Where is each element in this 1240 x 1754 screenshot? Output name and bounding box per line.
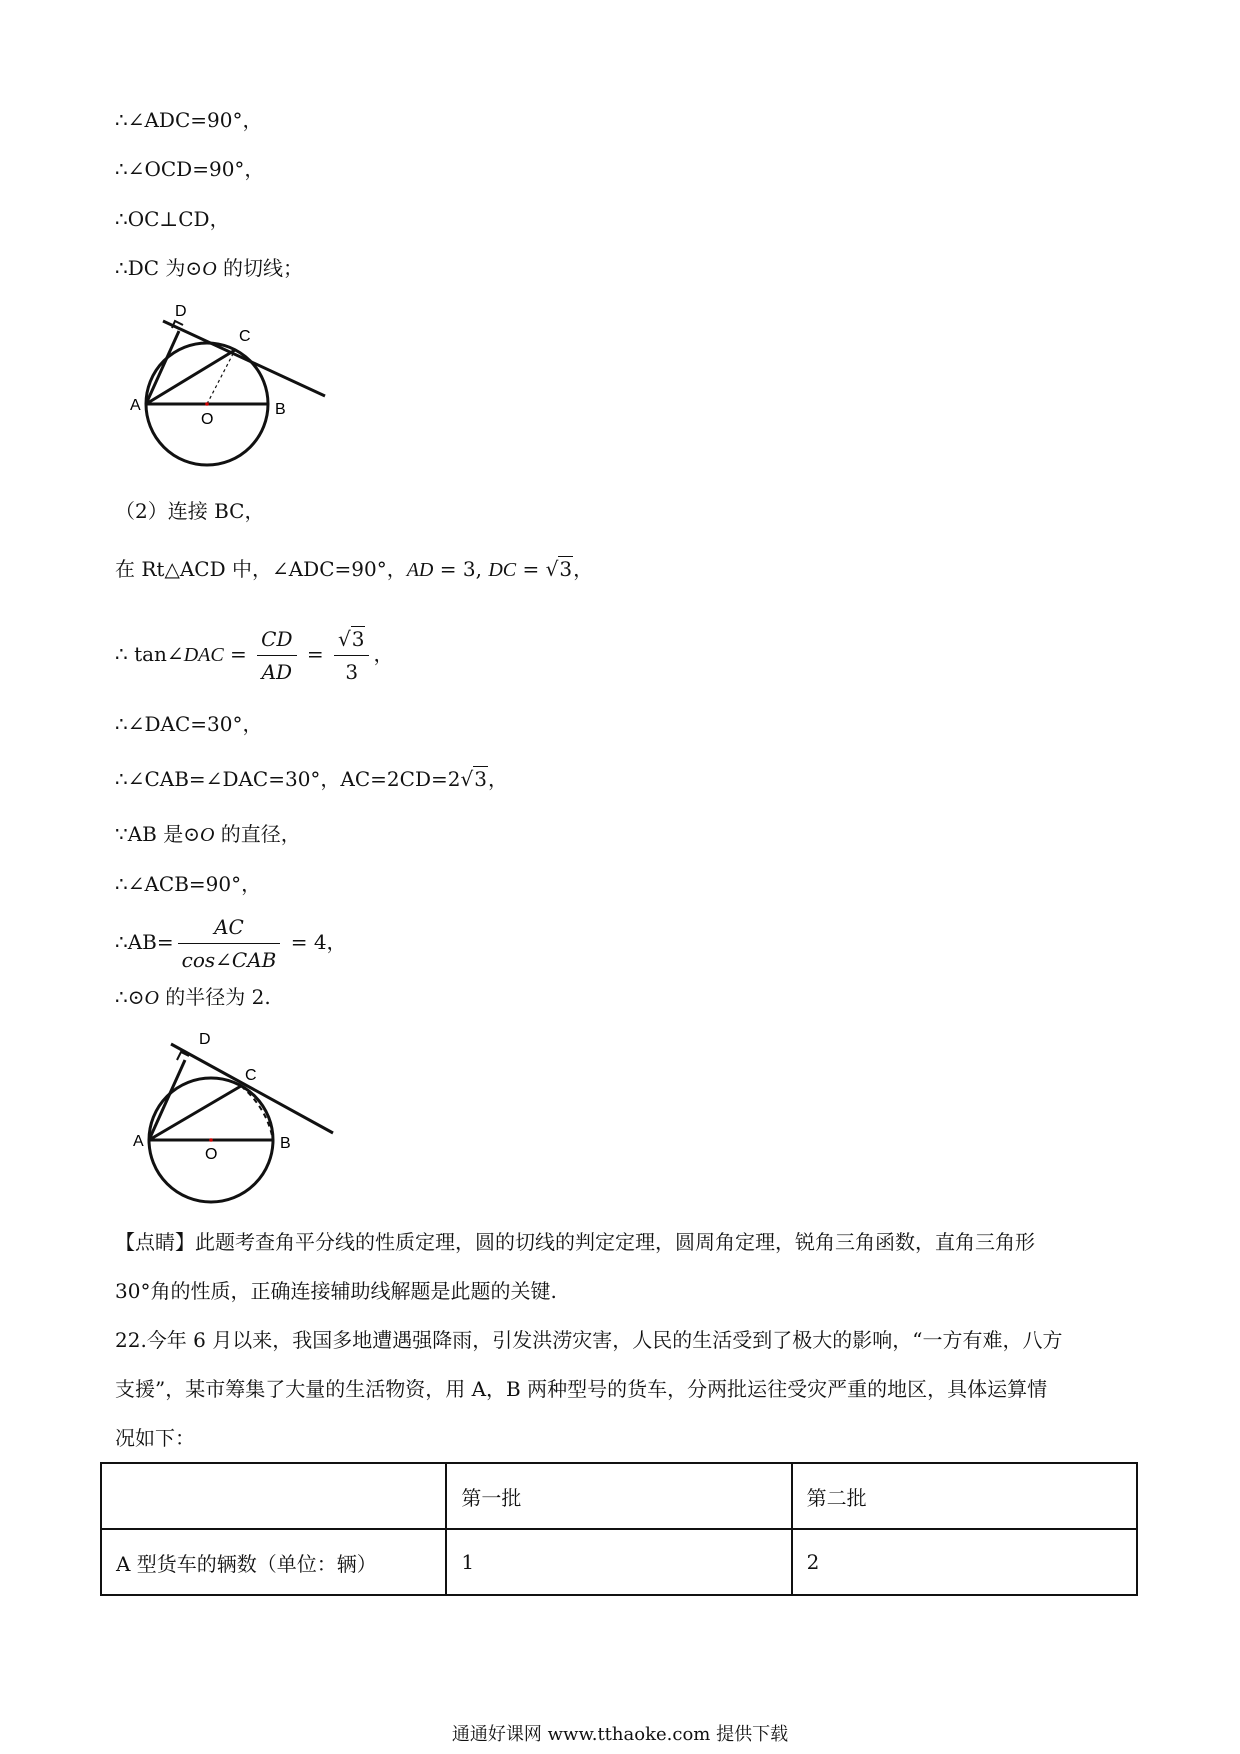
text: = [300,642,330,666]
part2-line-2 [115,555,593,584]
label-o: O [205,1146,218,1163]
numerator: CD [257,623,296,656]
sqrt-3: √3 [460,767,487,791]
label-c: C [245,1067,257,1084]
table-cell: 2 [792,1529,1137,1595]
center-point [205,402,209,406]
circle-symbol: ⊙ [127,985,145,1009]
numerator: √3 [334,623,369,656]
label-a: A [130,397,141,414]
segment-ac [149,1086,241,1140]
text: ， [373,642,394,666]
label-o: O [201,411,214,428]
proof-line-2: ∴∠OCD=90°， [115,157,265,181]
text: 在 Rt△ACD 中，∠ADC=90°， [115,557,407,581]
label-c: C [239,328,251,345]
denominator: 3 [345,660,359,684]
geometry-figure-1 [125,300,335,475]
fraction-ac-cos [178,911,281,976]
part2-line-3 [115,620,393,689]
text: ， [487,767,508,791]
text: 的切线； [216,256,303,280]
text: = 3, [433,557,489,581]
table-header-row [101,1463,1137,1529]
label-a: A [133,1133,144,1150]
part2-line-4: ∴∠DAC=30°， [115,712,263,736]
circle-name: O [202,258,217,280]
text: ∴DC 为 [115,256,186,280]
problem-22-line-3: 况如下： [115,1426,195,1450]
tangent-line [171,1044,333,1133]
circle-symbol: ⊙ [183,822,200,846]
part2-line-5 [115,765,508,793]
label-d: D [199,1031,211,1048]
text: = [516,557,546,581]
text: = [223,642,254,666]
problem-22-line-2: 支援”，某市筹集了大量的生活物资，用 A，B 两种型号的货车，分两批运往受灾严重的地区，具体运算情 [115,1377,1048,1401]
text: 的直径， [214,822,301,846]
proof-line-1: ∴∠ADC=90°， [115,108,263,132]
comment-line-1: 【点睛】此题考查角平分线的性质定理，圆的切线的判定定理，圆周角定理，锐角三角函数，直角三角形 [115,1230,1035,1254]
radicand: 3 [559,557,573,581]
part2-line-6 [115,820,301,849]
label-b: B [280,1135,291,1152]
text: ∴AB= [115,930,174,954]
problem-22-line-1: 22.今年 6 月以来，我国多地遭遇强降雨，引发洪涝灾害，人民的生活受到了极大的影响，“一方有难，八方 [115,1328,1063,1352]
part2-line-1: （2）连接 BC， [115,499,265,523]
proof-line-3: ∴OC⊥CD， [115,207,230,231]
fraction-sqrt3-3 [334,623,369,688]
circle-name: O [200,824,215,846]
circle-name: O [144,987,159,1009]
part2-line-8 [115,908,347,976]
proof-line-4 [115,254,303,283]
label-b: B [275,401,286,418]
page-footer: 通通好课网 www.tthaoke.com 提供下载 [451,1724,789,1745]
table-cell: 第一批 [446,1463,791,1529]
part2-line-7: ∴∠ACB=90°， [115,872,262,896]
text: ∵AB 是 [115,822,184,846]
denominator: AD [261,660,293,684]
math-dc: DC [488,559,517,581]
text: ∴∠CAB=∠DAC=30°，AC=2CD=2 [115,767,461,791]
math-dac: DAC [183,644,224,666]
denominator: cos∠CAB [181,948,277,972]
geometry-figure-2 [125,1030,345,1210]
label-d: D [175,303,187,320]
text: = 4， [284,930,347,954]
center-point [209,1138,213,1142]
text: 的半径为 2. [158,985,271,1009]
text: ， [573,557,594,581]
radicand: 3 [474,767,487,791]
table-cell: 1 [446,1529,791,1595]
circle-symbol: ⊙ [185,256,203,280]
radicand: 3 [351,627,365,651]
part2-line-9 [115,983,271,1012]
text: ∴ [115,985,128,1009]
table-cell: 第二批 [792,1463,1137,1529]
fraction-cd-ad [257,623,296,688]
numerator: AC [178,911,281,944]
table-row [101,1529,1137,1595]
comment-line-2: 30°角的性质，正确连接辅助线解题是此题的关键. [115,1279,557,1303]
text: ∴ tan∠ [115,642,184,666]
table-cell [101,1463,446,1529]
table-cell: A 型货车的辆数（单位：辆） [101,1529,446,1595]
data-table [100,1462,1138,1596]
math-ad: AD [406,559,434,581]
sqrt-3: √3 [545,557,573,581]
